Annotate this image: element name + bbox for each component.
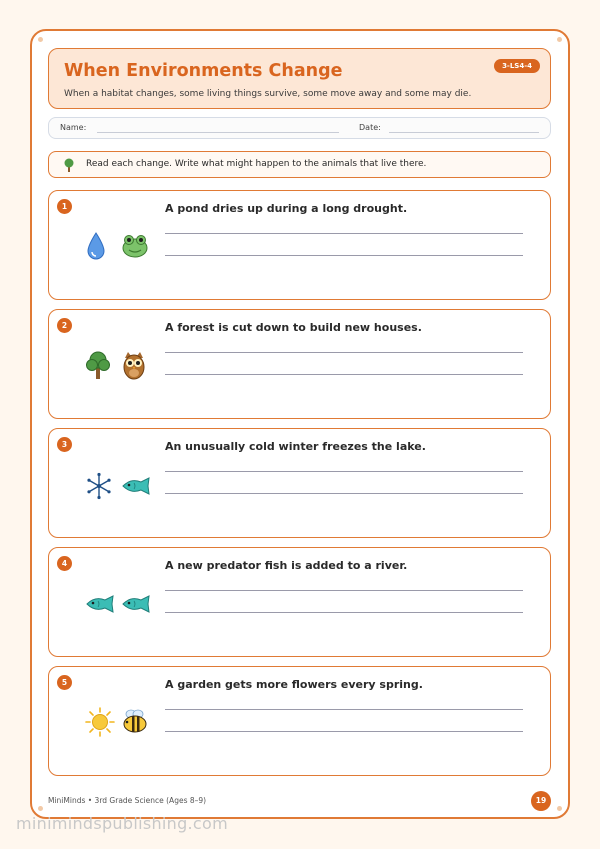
- owl-icon: [121, 350, 147, 380]
- page-title: When Environments Change: [64, 61, 343, 81]
- name-label: Name:: [60, 123, 87, 132]
- question-text: A garden gets more flowers every spring.: [165, 678, 423, 691]
- question-number: 2: [57, 318, 72, 333]
- answer-line[interactable]: [165, 374, 523, 375]
- corner-dot: [38, 37, 43, 42]
- answer-line[interactable]: [165, 731, 523, 732]
- question-card: [48, 309, 551, 419]
- question-card: [48, 666, 551, 776]
- answer-line[interactable]: [165, 590, 523, 591]
- question-text: A forest is cut down to build new houses.: [165, 321, 422, 334]
- answer-line[interactable]: [165, 255, 523, 256]
- water-drop-icon: [85, 231, 107, 261]
- snowflake-icon: [85, 471, 113, 501]
- answer-line[interactable]: [165, 471, 523, 472]
- fish-icon: [85, 594, 115, 614]
- fish-icon: [121, 476, 151, 496]
- instruction-box: [48, 151, 551, 178]
- standard-badge: 3-LS4-4: [494, 59, 540, 73]
- question-number: 3: [57, 437, 72, 452]
- publisher-watermark: minimindspublishing.com: [16, 814, 229, 833]
- answer-line[interactable]: [165, 612, 523, 613]
- answer-line[interactable]: [165, 233, 523, 234]
- question-text: A pond dries up during a long drought.: [165, 202, 408, 215]
- question-number: 1: [57, 199, 72, 214]
- question-text: A new predator fish is added to a river.: [165, 559, 408, 572]
- footer-text: MiniMinds • 3rd Grade Science (Ages 8–9): [48, 796, 207, 805]
- corner-dot: [38, 806, 43, 811]
- question-card: [48, 190, 551, 300]
- question-text: An unusually cold winter freezes the lake.: [165, 440, 426, 453]
- frog-icon: [121, 231, 149, 259]
- question-number: 5: [57, 675, 72, 690]
- answer-line[interactable]: [165, 709, 523, 710]
- answer-line[interactable]: [165, 352, 523, 353]
- corner-dot: [557, 806, 562, 811]
- date-field[interactable]: [389, 132, 539, 133]
- worksheet-header: [48, 48, 551, 109]
- date-label: Date:: [359, 123, 381, 132]
- sun-icon: [85, 707, 115, 737]
- page-subtitle: When a habitat changes, some living things survive, some move away and some may die.: [64, 89, 472, 99]
- question-card: [48, 428, 551, 538]
- bee-icon: [121, 707, 149, 735]
- answer-line[interactable]: [165, 493, 523, 494]
- question-number: 4: [57, 556, 72, 571]
- tree-icon: [63, 158, 75, 172]
- fish-icon: [121, 594, 151, 614]
- question-card: [48, 547, 551, 657]
- name-date-bar: [48, 117, 551, 139]
- page-number: 19: [531, 791, 551, 811]
- tree-icon: [85, 350, 111, 380]
- corner-dot: [557, 37, 562, 42]
- instruction-text: Read each change. Write what might happen to the animals that live there.: [86, 159, 427, 169]
- name-field[interactable]: [97, 132, 339, 133]
